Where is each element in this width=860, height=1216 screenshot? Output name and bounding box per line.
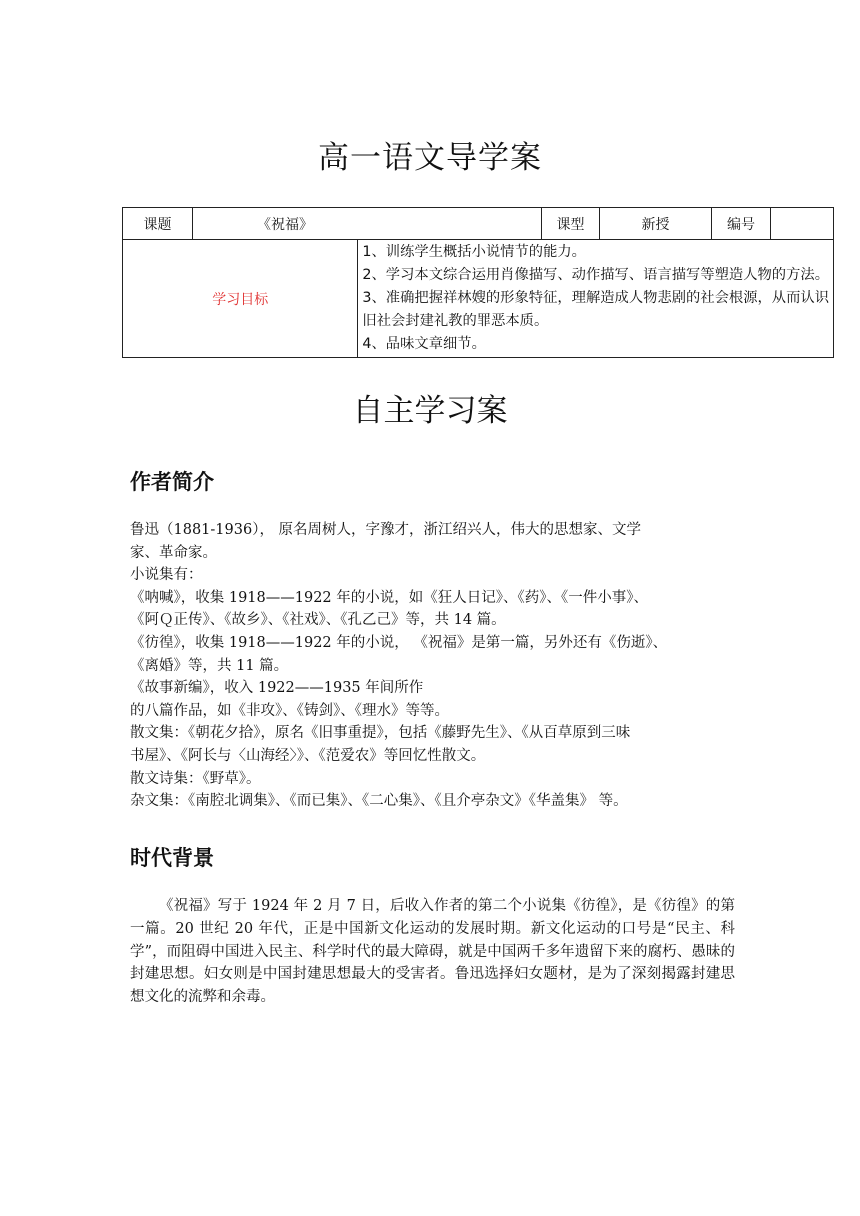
goal-item: 旧社会封建礼教的罪恶本质。	[362, 313, 549, 329]
goals-row	[123, 240, 834, 358]
author-line: 散文集：《朝花夕拾》，原名《旧事重提》，包括《藤野先生》、《从百草原到三味	[130, 725, 631, 742]
author-line: 《呐喊》，收集 1918——1922 年的小说，如《狂人日记》、《药》、《一件小事》、	[130, 589, 649, 606]
author-line: 小说集有：	[130, 567, 203, 584]
goals-label: 学习目标	[123, 240, 358, 358]
page-title: 高一语文导学案	[318, 140, 542, 176]
section-title: 自主学习案	[352, 393, 508, 429]
author-intro	[130, 519, 740, 813]
author-line: 书屋》、《阿长与〈山海经〉》、《范爱农》等回忆性散文。	[130, 747, 486, 764]
author-line: 杂文集：《南腔北调集》、《而已集》、《二心集》、《且介亭杂文》《华盖集》 等。	[130, 793, 628, 810]
author-line: 家、革命家。	[130, 544, 217, 561]
author-line: 散文诗集：《野草》。	[130, 770, 261, 787]
goals-list	[358, 240, 834, 358]
lesson-info-table	[122, 207, 834, 358]
topic-value: 《祝福》	[193, 208, 542, 240]
author-line: 《故事新编》，收入 1922——1935 年间所作	[130, 680, 424, 697]
goal-item: 1、训练学生概括小说情节的能力。	[362, 244, 586, 260]
author-heading: 作者简介	[130, 470, 214, 494]
author-line: 《阿Ｑ正传》、《故乡》、《社戏》、《孔乙己》等，共 14 篇。	[130, 612, 506, 629]
background-heading: 时代背景	[130, 846, 214, 870]
goal-item: 3、准确把握祥林嫂的形象特征，理解造成人物悲剧的社会根源，从而认识	[362, 290, 829, 306]
number-label: 编号	[712, 208, 771, 240]
topic-label: 课题	[123, 208, 193, 240]
lesson-info-row	[123, 208, 834, 240]
author-line: 鲁迅（1881-1936）， 原名周树人，字豫才，浙江绍兴人，伟大的思想家、文学	[130, 522, 642, 538]
number-value	[771, 208, 834, 240]
type-label: 课型	[542, 208, 600, 240]
goal-item: 4、品味文章细节。	[362, 336, 486, 352]
goal-item: 2、学习本文综合运用肖像描写、动作描写、语言描写等塑造人物的方法。	[362, 267, 829, 283]
type-value: 新授	[600, 208, 712, 240]
background-paragraph: 《祝福》写于 1924 年 2 月 7 日，后收入作者的第二个小说集《彷徨》，是《彷徨》的第一篇。20 世纪 20 年代，正是中国新文化运动的发展时期。新文化运动的口号是“民主、科学”，而阻碍中国进入民主、科学时代的最大障碍，就是中国两千多年遗留下来的腐朽、愚昧的封建思想。妇女则是中国封建思想最大的受害者。鲁迅选择妇女题材，是为了深刻揭露封建思想文化的流弊和余毒。	[130, 898, 735, 1006]
author-line: 《彷徨》，收集 1918——1922 年的小说， 《祝福》是第一篇，另外还有《伤逝》、	[130, 634, 668, 651]
author-line: 《离婚》等，共 11 篇。	[130, 657, 289, 674]
author-line: 的八篇作品，如《非攻》、《铸剑》、《理水》等等。	[130, 702, 449, 719]
